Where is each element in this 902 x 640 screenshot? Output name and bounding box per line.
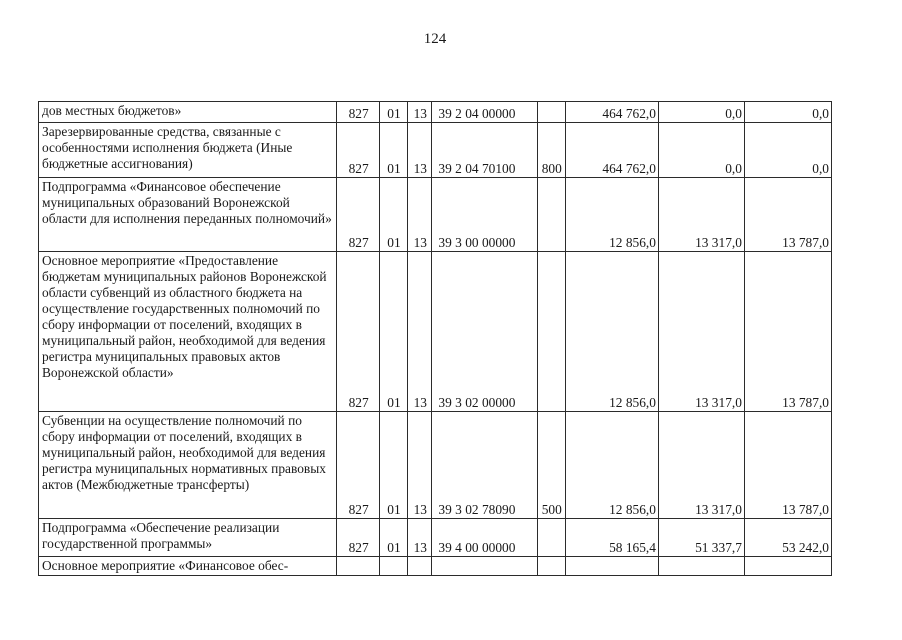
amount-year-1: 464 762,0: [565, 102, 658, 123]
pr-code: 13: [408, 519, 432, 557]
rz-code: 01: [379, 178, 407, 252]
amount-year-1: 12 856,0: [565, 178, 658, 252]
pr-code: 13: [408, 123, 432, 178]
amount-year-3: 13 787,0: [744, 178, 831, 252]
amount-year-2: 13 317,0: [658, 412, 744, 519]
vr-code: 500: [537, 412, 565, 519]
pr-code: 13: [408, 252, 432, 412]
rz-code: 01: [379, 252, 407, 412]
csr-code: 39 2 04 70100: [432, 123, 537, 178]
row-name: Зарезервированные средства, связанные с особенностями исполнения бюджета (Иные бюджетные ассигнования): [39, 123, 337, 178]
amount-year-3: 0,0: [744, 102, 831, 123]
csr-code: 39 3 02 78090: [432, 412, 537, 519]
csr-code: [432, 557, 537, 576]
ved-code: 827: [337, 519, 379, 557]
rz-code: 01: [379, 412, 407, 519]
amount-year-3: 53 242,0: [744, 519, 831, 557]
row-name: Подпрограмма «Обеспечение реализации государственной программы»: [39, 519, 337, 557]
pr-code: [408, 557, 432, 576]
amount-year-2: [658, 557, 744, 576]
amount-year-2: 51 337,7: [658, 519, 744, 557]
row-name: Основное мероприятие «Финансовое обес-: [39, 557, 337, 576]
row-name: дов местных бюджетов»: [39, 102, 337, 123]
table-row: [39, 102, 832, 123]
row-name: Подпрограмма «Финансовое обеспечение муниципальных образований Воронежской области для исполнения переданных полномочий»: [39, 178, 337, 252]
amount-year-2: 13 317,0: [658, 178, 744, 252]
amount-year-3: 13 787,0: [744, 412, 831, 519]
ved-code: 827: [337, 252, 379, 412]
ved-code: [337, 557, 379, 576]
page-number: 124: [423, 31, 447, 47]
rz-code: [379, 557, 407, 576]
csr-code: 39 4 00 00000: [432, 519, 537, 557]
amount-year-1: [565, 557, 658, 576]
amount-year-1: 12 856,0: [565, 252, 658, 412]
amount-year-1: 58 165,4: [565, 519, 658, 557]
budget-table: [38, 101, 832, 576]
amount-year-3: [744, 557, 831, 576]
pr-code: 13: [408, 178, 432, 252]
amount-year-2: 0,0: [658, 102, 744, 123]
table-row: [39, 178, 832, 252]
vr-code: [537, 178, 565, 252]
amount-year-3: 0,0: [744, 123, 831, 178]
ved-code: 827: [337, 178, 379, 252]
pr-code: 13: [408, 412, 432, 519]
csr-code: 39 3 00 00000: [432, 178, 537, 252]
vr-code: [537, 557, 565, 576]
table-body: [39, 102, 832, 576]
row-name: Основное мероприятие «Предоставление бюджетам муниципальных районов Воронежской области субвенций из областного бюджета на осуществление государственных полномочий по сбору информации от поселений, входящих в муниципальный район, необходимой для ведения регистра муниципальных правовых актов Воронежской области»: [39, 252, 337, 412]
ved-code: 827: [337, 412, 379, 519]
rz-code: 01: [379, 519, 407, 557]
ved-code: 827: [337, 123, 379, 178]
pr-code: 13: [408, 102, 432, 123]
csr-code: 39 2 04 00000: [432, 102, 537, 123]
csr-code: 39 3 02 00000: [432, 252, 537, 412]
ved-code: 827: [337, 102, 379, 123]
amount-year-2: 13 317,0: [658, 252, 744, 412]
amount-year-1: 12 856,0: [565, 412, 658, 519]
table-row: [39, 252, 832, 412]
rz-code: 01: [379, 102, 407, 123]
table-row: [39, 123, 832, 178]
vr-code: 800: [537, 123, 565, 178]
table-row: [39, 412, 832, 519]
vr-code: [537, 519, 565, 557]
table-row: [39, 519, 832, 557]
row-name: Субвенции на осуществление полномочий по сбору информации от поселений, входящих в муниципальный район, необходимой для ведения регистра муниципальных нормативных правовых актов (Межбюджетные трансферты): [39, 412, 337, 519]
vr-code: [537, 252, 565, 412]
rz-code: 01: [379, 123, 407, 178]
amount-year-1: 464 762,0: [565, 123, 658, 178]
amount-year-2: 0,0: [658, 123, 744, 178]
vr-code: [537, 102, 565, 123]
amount-year-3: 13 787,0: [744, 252, 831, 412]
table-row: [39, 557, 832, 576]
